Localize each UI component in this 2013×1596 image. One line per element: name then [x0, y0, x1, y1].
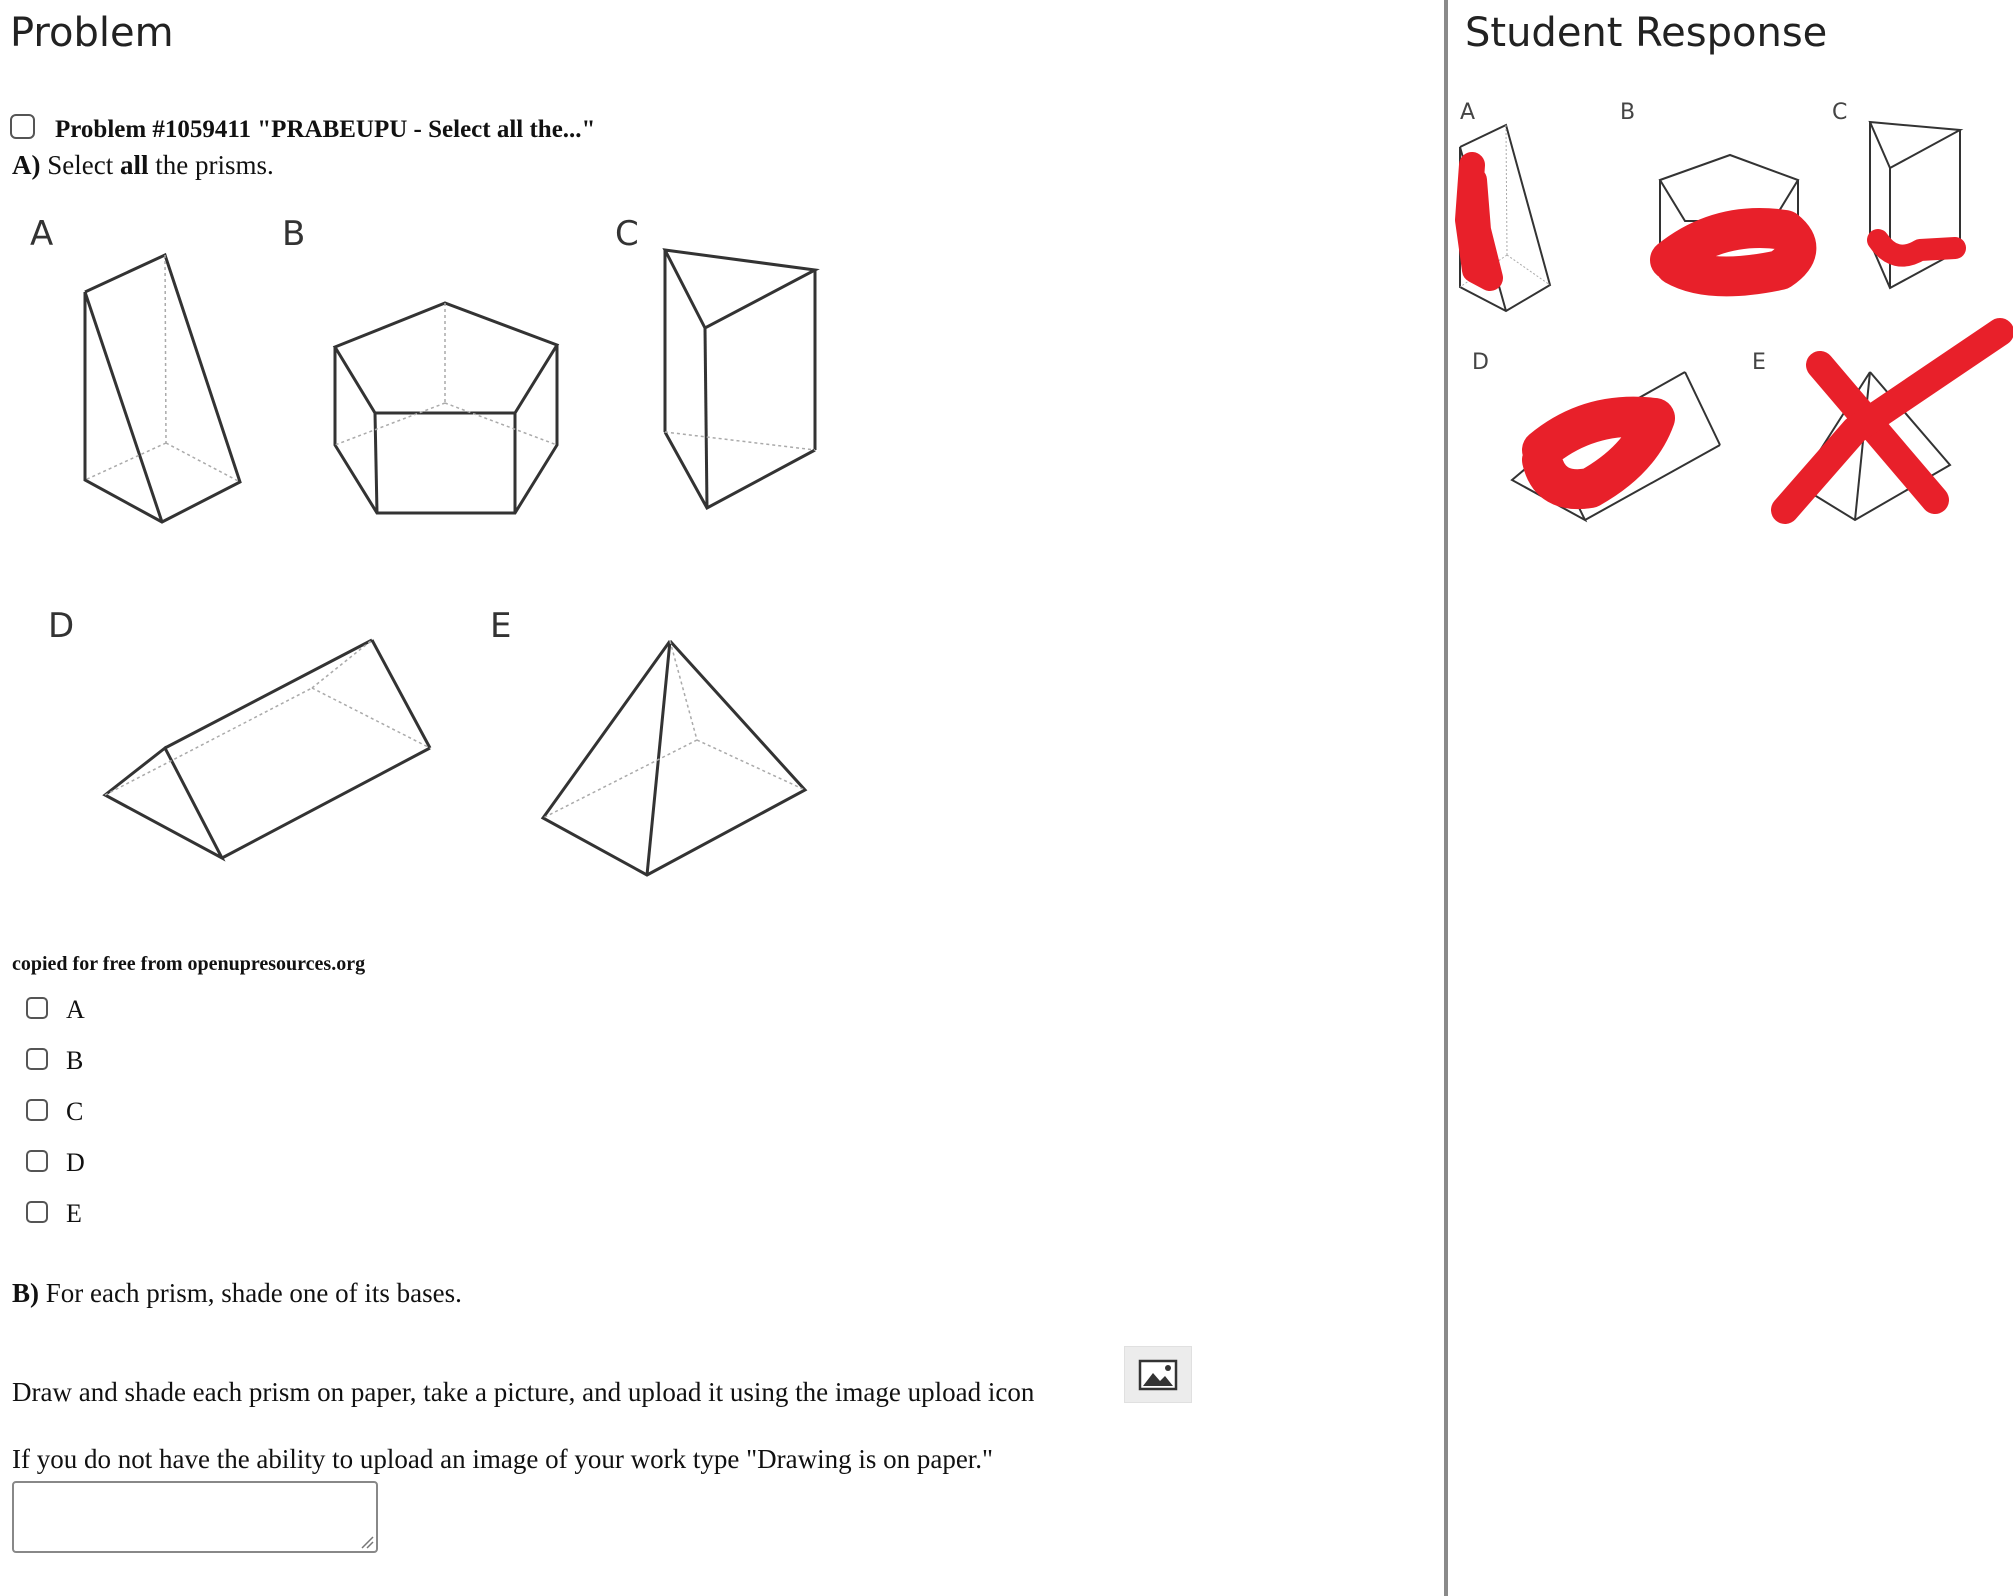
part-b-prefix: B) [12, 1278, 39, 1308]
part-b-prompt [12, 1278, 462, 1309]
red-annotation-marks [1468, 165, 2000, 510]
response-label-a: A [1460, 100, 1476, 125]
response-label-b: B [1620, 100, 1636, 125]
problem-header: Problem #1059411 "PRABEUPU - Select all the..." [55, 116, 596, 143]
choice-b-checkbox[interactable] [26, 1048, 48, 1070]
mark-b [1670, 228, 1796, 276]
problem-select-checkbox[interactable] [10, 114, 35, 139]
part-a-text-1: Select [47, 150, 114, 180]
shape-label-d: D [48, 606, 75, 646]
type-instruction: If you do not have the ability to upload an image of your work type "Drawing is on paper." [12, 1444, 994, 1474]
shape-label-a: A [30, 214, 54, 254]
choice-e-label: E [66, 1199, 82, 1228]
choice-a-label: A [66, 995, 85, 1024]
upload-instruction: Draw and shade each prism on paper, take a picture, and upload it using the image upload icon [12, 1377, 1035, 1407]
part-a-text-2: the prisms. [155, 150, 274, 180]
mark-d [1542, 417, 1655, 490]
shape-e-pyramid [535, 635, 815, 885]
shape-label-c: C [615, 214, 639, 254]
shape-label-e: E [490, 606, 512, 646]
response-label-c: C [1832, 100, 1848, 125]
part-a-bold: all [119, 150, 149, 180]
shape-b-pentagonal-prism [325, 295, 565, 520]
panel-divider [1444, 0, 1448, 1596]
choice-b-label: B [66, 1046, 84, 1075]
choice-e-checkbox[interactable] [26, 1201, 48, 1223]
image-upload-icon [1138, 1359, 1178, 1391]
student-response-title: Student Response [1465, 10, 1828, 56]
choice-c-label: C [66, 1097, 84, 1126]
response-label-e: E [1752, 350, 1766, 375]
student-response-image [1450, 100, 2013, 550]
choice-c-checkbox[interactable] [26, 1099, 48, 1121]
answer-textarea[interactable] [12, 1481, 378, 1553]
shape-d-triangular-prism [100, 630, 440, 870]
shape-a-triangular-prism [70, 240, 260, 530]
mark-c [1878, 240, 1955, 256]
image-upload-button[interactable] [1124, 1346, 1192, 1403]
part-a-prompt [12, 150, 274, 181]
mark-a [1468, 165, 1490, 278]
part-a-prefix: A) [12, 150, 41, 180]
problem-panel-title: Problem [10, 10, 174, 56]
response-label-d: D [1472, 350, 1489, 375]
choice-d-checkbox[interactable] [26, 1150, 48, 1172]
shape-c-triangular-prism [655, 240, 830, 520]
part-b-text: For each prism, shade one of its bases. [45, 1278, 462, 1308]
choice-d-label: D [66, 1148, 85, 1177]
shape-label-b: B [282, 214, 306, 254]
credit-text: copied for free from openupresources.org [12, 953, 366, 975]
choice-a-checkbox[interactable] [26, 997, 48, 1019]
resize-grip-icon[interactable] [360, 1535, 374, 1549]
